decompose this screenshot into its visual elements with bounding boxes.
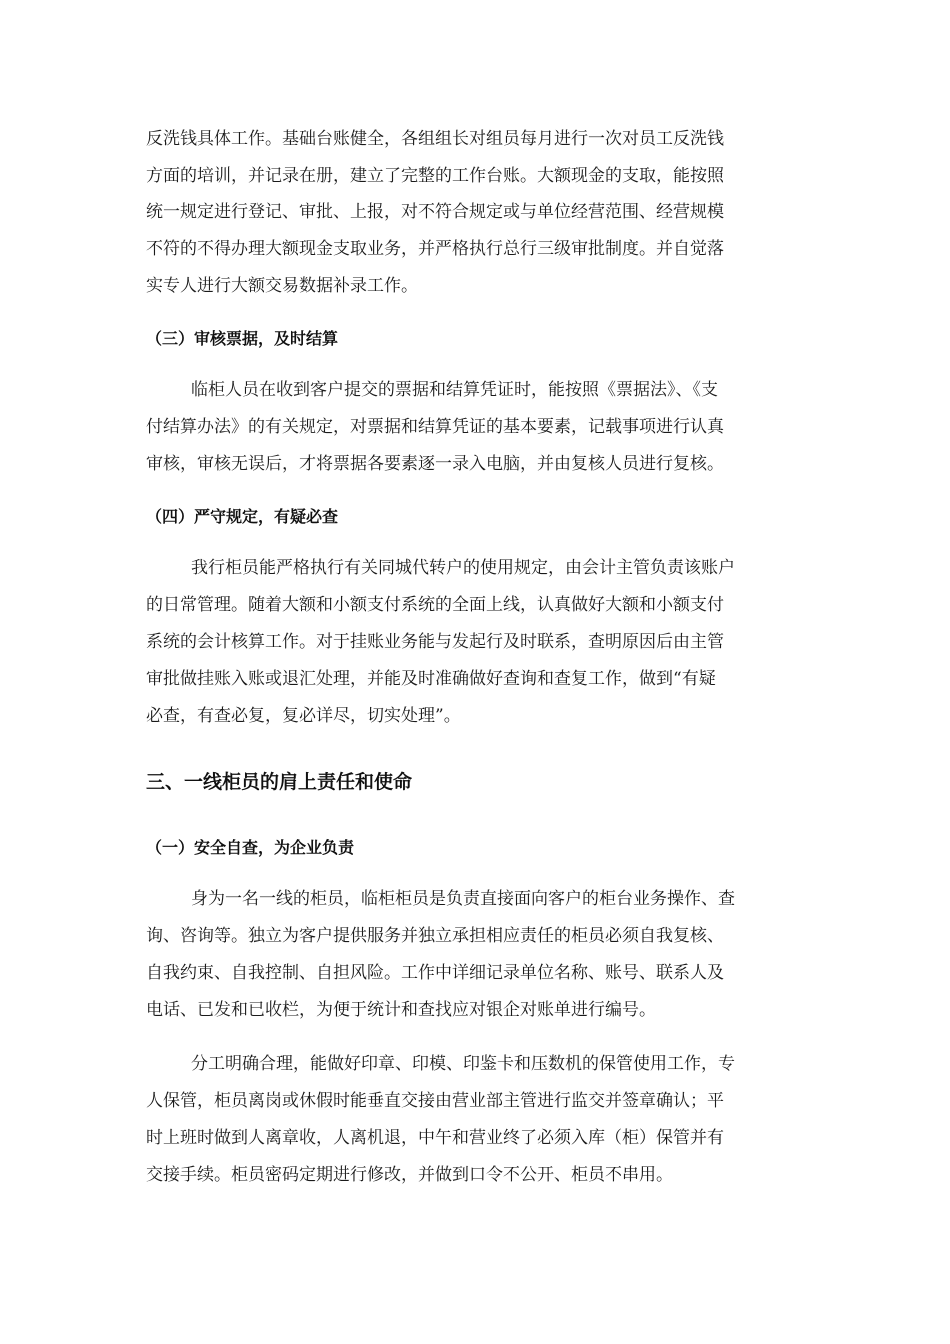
paragraph-1-line-2: 方面的培训，并记录在册，建立了完整的工作台账。大额现金的支取，能按照 [146,166,724,186]
paragraph-3-line-1: 我行柜员能严格执行有关同城代转户的使用规定，由会计主管负责该账户 [191,558,735,578]
paragraph-1-line-5: 实专人进行大额交易数据补录工作。 [146,276,418,296]
paragraph-5-line-1: 分工明确合理，能做好印章、印模、印鉴卡和压数机的保管使用工作，专 [191,1054,735,1074]
paragraph-1-line-4: 不符的不得办理大额现金支取业务，并严格执行总行三级审批制度。并自觉落 [146,239,724,259]
paragraph-4-line-4: 电话、已发和已收栏，为便于统计和查找应对银企对账单进行编号。 [146,1000,656,1020]
paragraph-5-line-4: 交接手续。柜员密码定期进行修改，并做到口令不公开、柜员不串用。 [146,1165,673,1185]
section-title-3: 三、一线柜员的肩上责任和使命 [146,771,413,793]
paragraph-4-line-2: 询、咨询等。独立为客户提供服务并独立承担相应责任的柜员必须自我复核、 [146,926,724,946]
paragraph-3-line-3: 系统的会计核算工作。对于挂账业务能与发起行及时联系，查明原因后由主管 [146,632,724,652]
paragraph-3-line-5: 必查，有查必复，复必详尽，切实处理”。 [146,706,461,726]
paragraph-1-line-3: 统一规定进行登记、审批、上报，对不符合规定或与单位经营范围、经营规模 [146,202,724,222]
paragraph-2-line-1: 临柜人员在收到客户提交的票据和结算凭证时，能按照《票据法》、《支 [191,380,718,400]
paragraph-5-line-2: 人保管，柜员离岗或休假时能垂直交接由营业部主管进行监交并签章确认；平 [146,1091,724,1111]
paragraph-2-line-3: 审核，审核无误后，才将票据各要素逐一录入电脑，并由复核人员进行复核。 [146,454,724,474]
subheading-3: （三）审核票据，及时结算 [146,329,339,348]
paragraph-1-line-1: 反洗钱具体工作。基础台账健全，各组组长对组员每月进行一次对员工反洗钱 [146,129,724,149]
paragraph-4-line-1: 身为一名一线的柜员，临柜柜员是负责直接面向客户的柜台业务操作、查 [191,889,735,909]
paragraph-4-line-3: 自我约束、自我控制、自担风险。工作中详细记录单位名称、账号、联系人及 [146,963,724,983]
subheading-1: （一）安全自查，为企业负责 [146,838,355,857]
subheading-4: （四）严守规定，有疑必查 [146,507,339,526]
paragraph-5-line-3: 时上班时做到人离章收，人离机退，中午和营业终了必须入库（柜）保管并有 [146,1128,724,1148]
paragraph-2-line-2: 付结算办法》的有关规定，对票据和结算凭证的基本要素，记载事项进行认真 [146,417,724,437]
paragraph-3-line-2: 的日常管理。随着大额和小额支付系统的全面上线，认真做好大额和小额支付 [146,595,724,615]
paragraph-3-line-4: 审批做挂账入账或退汇处理，并能及时准确做好查询和查复工作，做到“有疑 [146,669,716,689]
